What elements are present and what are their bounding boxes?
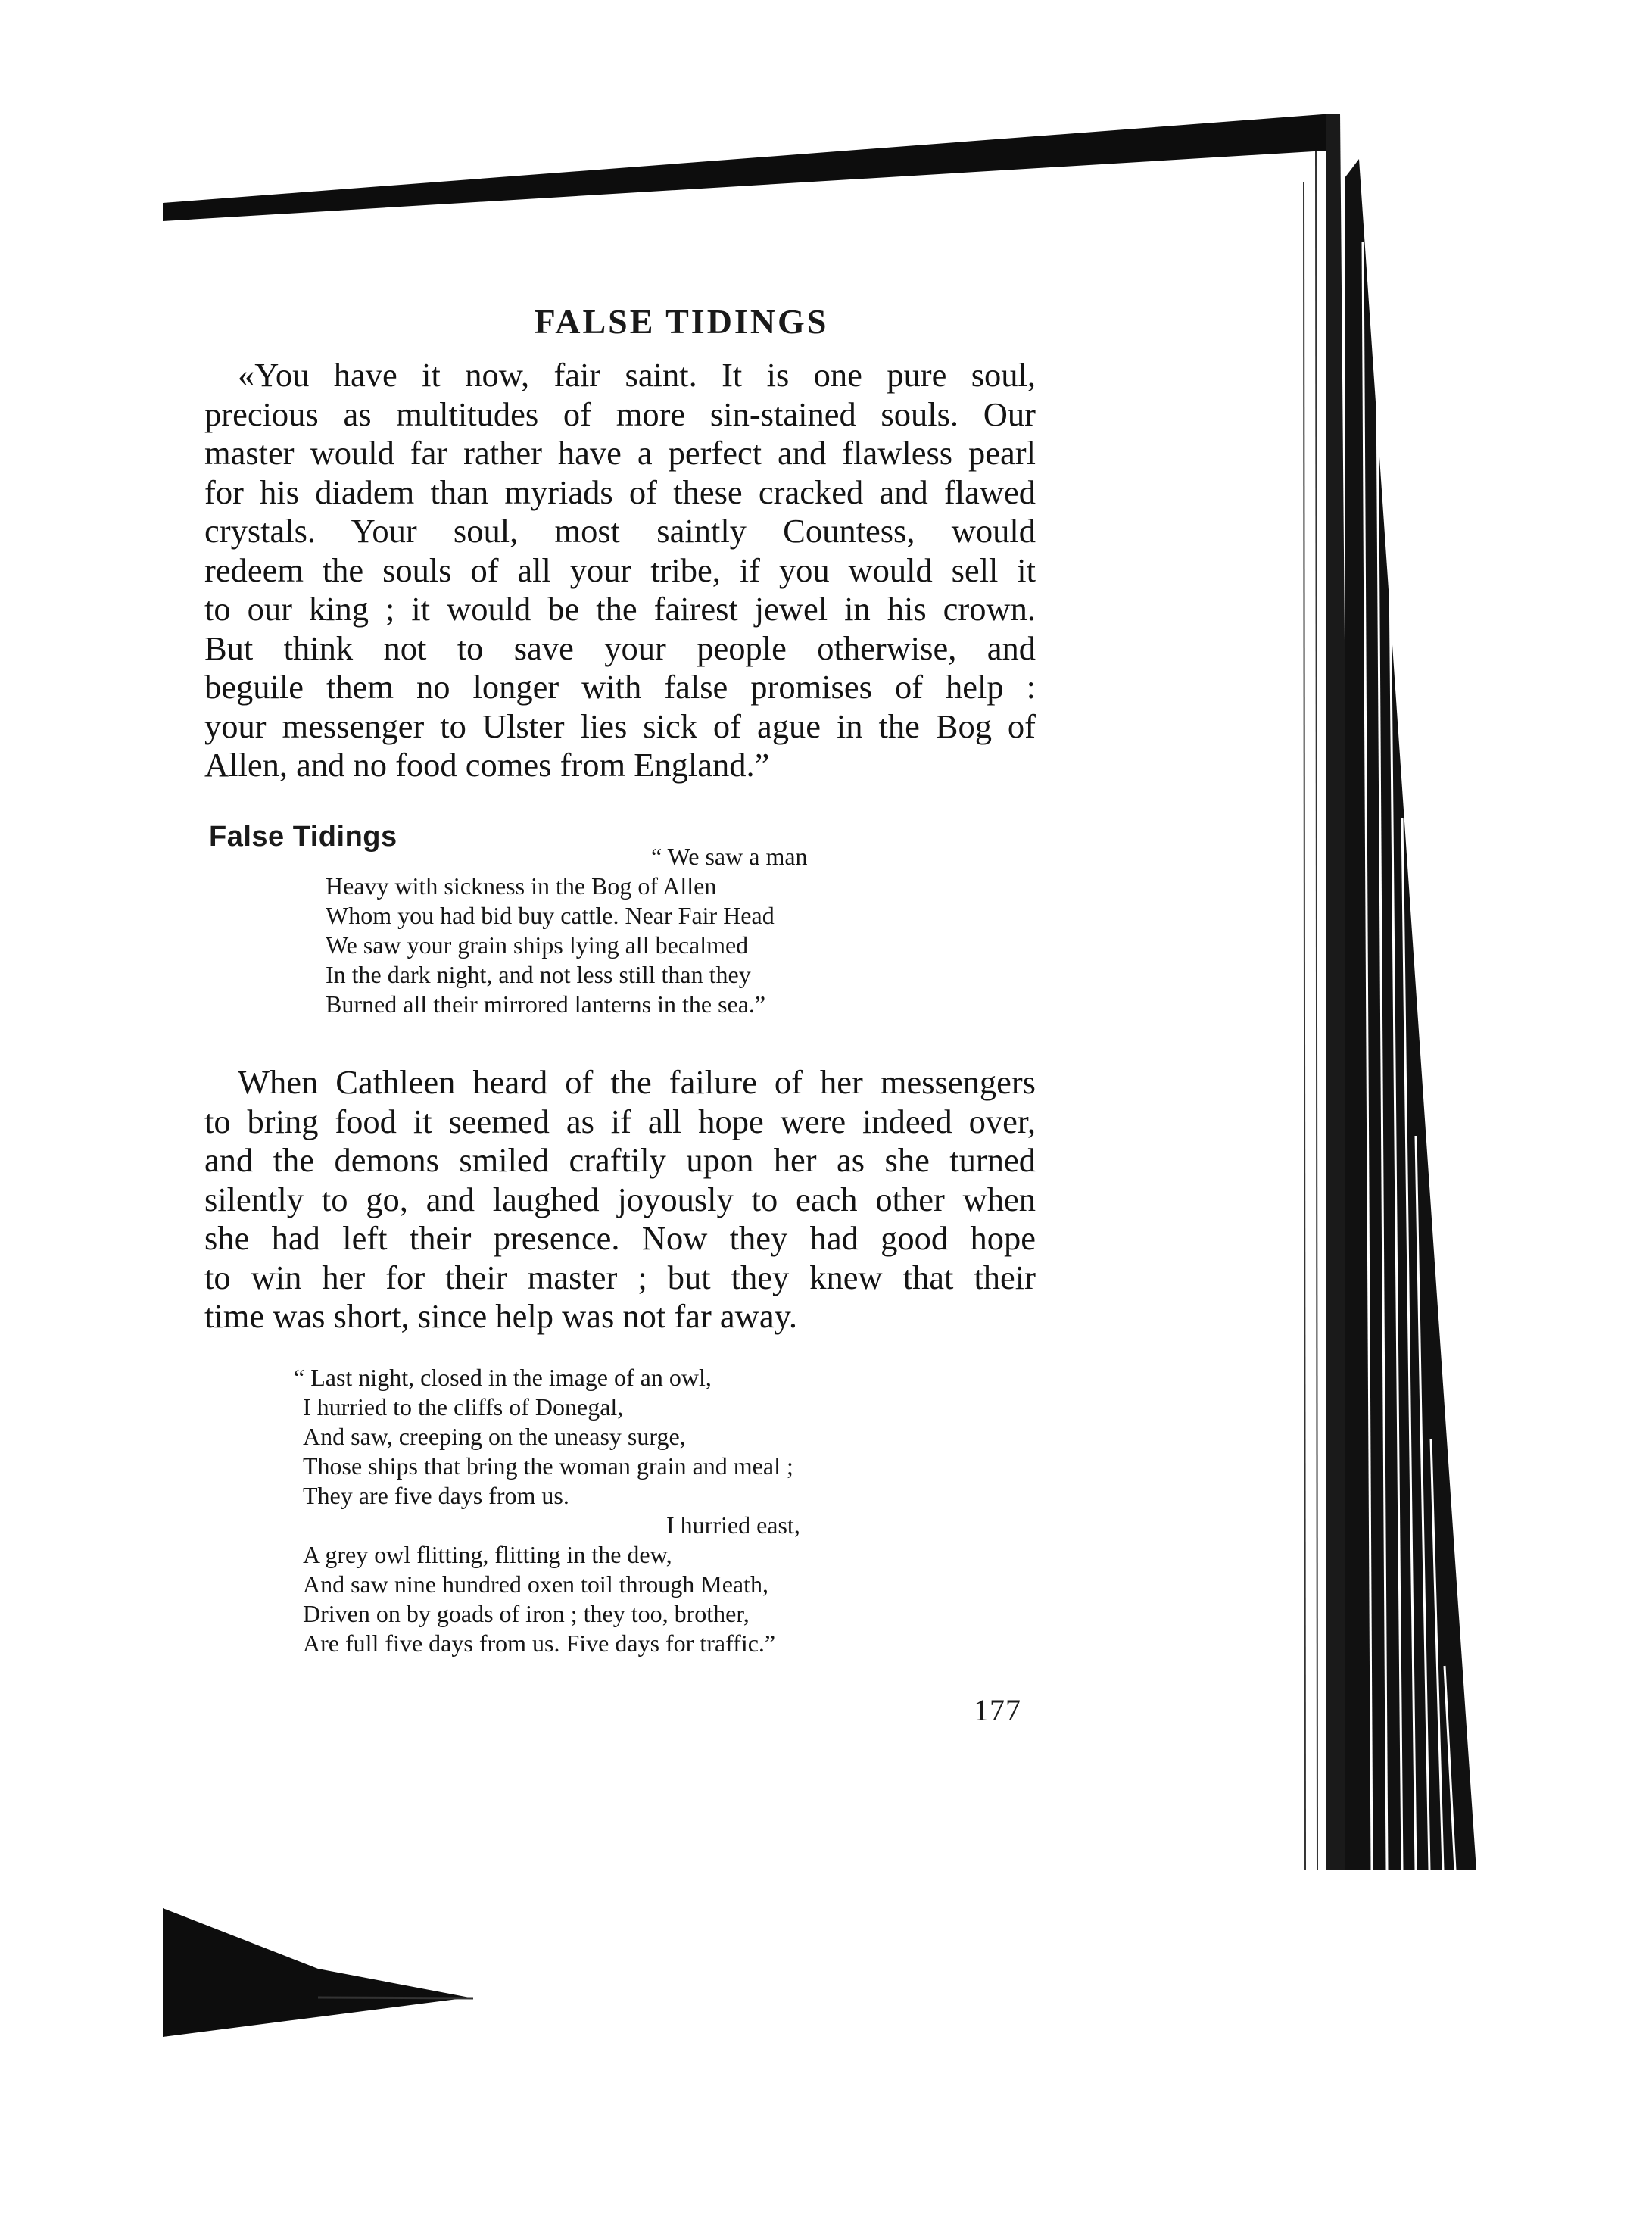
verse-line: “ We saw a man — [651, 843, 808, 870]
prose-paragraph-1 — [204, 356, 1036, 785]
prose-line: for his diadem than myriads of these cracked and flawed — [204, 472, 1036, 511]
verse-line: Are full five days from us. Five days for traffic.” — [303, 1630, 776, 1657]
verse-line: Heavy with sickness in the Bog of Allen — [326, 872, 717, 900]
verse-line: Driven on by goads of iron ; they too, brother, — [303, 1600, 750, 1627]
bottom-page-edge-shadow — [163, 1908, 469, 2037]
prose-line: silently to go, and laughed joyously to each other when — [204, 1180, 1036, 1218]
verse-quotation-2 — [294, 1363, 954, 1658]
verse-line: And saw, creeping on the uneasy surge, — [303, 1423, 686, 1450]
prose-line: to our king ; it would be the fairest jewel in his crown. — [204, 590, 1036, 628]
page-number: 177 — [974, 1693, 1021, 1727]
prose-line: redeem the souls of all your tribe, if you would sell it — [204, 550, 1036, 589]
prose-line: When Cathleen heard of the failure of her messengers — [238, 1063, 1036, 1101]
top-page-edge-shadow — [163, 114, 1339, 221]
verse-line: They are five days from us. — [303, 1482, 569, 1509]
verse-line: Burned all their mirrored lanterns in the sea.” — [326, 990, 766, 1018]
prose-paragraph-2 — [204, 1063, 1036, 1336]
prose-line: But think not to save your people otherwise, and — [204, 628, 1036, 667]
prose-line: to win her for their master ; but they knew that their — [204, 1258, 1036, 1296]
verse-line: A grey owl flitting, flitting in the dew, — [303, 1541, 672, 1568]
verse-line: “ Last night, closed in the image of an owl, — [294, 1364, 712, 1391]
prose-line: «You have it now, fair saint. It is one pure soul, — [238, 356, 1036, 394]
verse-line: Those ships that bring the woman grain and meal ; — [303, 1452, 793, 1480]
prose-line: beguile them no longer with false promises of help : — [204, 668, 1036, 706]
verse-line: Whom you had bid buy cattle. Near Fair Head — [326, 902, 775, 929]
prose-line: your messenger to Ulster lies sick of ague in the Bog of — [204, 706, 1036, 745]
prose-line: to bring food it seemed as if all hope were indeed over, — [204, 1102, 1036, 1140]
verse-quotation-1 — [326, 842, 946, 1019]
prose-line: Allen, and no food comes from England.” — [204, 746, 770, 784]
prose-line: precious as multitudes of more sin-stained souls. Our — [204, 395, 1036, 433]
verse-line: In the dark night, and not less still than they — [326, 961, 751, 988]
inner-edge-lines — [1304, 151, 1317, 1870]
prose-line: she had left their presence. Now they had good hope — [204, 1219, 1036, 1257]
verse-line: And saw nine hundred oxen toil through Meath, — [303, 1570, 768, 1598]
prose-line: time was short, since help was not far away. — [204, 1297, 798, 1335]
running-head: FALSE TIDINGS — [534, 302, 829, 341]
verse-line: I hurried east, — [666, 1511, 800, 1539]
verse-line: I hurried to the cliffs of Donegal, — [303, 1393, 624, 1421]
prose-line: crystals. Your soul, most saintly Countess, would — [204, 512, 1036, 550]
prose-line: master would far rather have a perfect and flawless pearl — [204, 434, 1036, 472]
verse-line: We saw your grain ships lying all becalmed — [326, 931, 749, 959]
section-subhead: False Tidings — [209, 821, 397, 853]
prose-line: and the demons smiled craftily upon her as she turned — [204, 1141, 1036, 1179]
